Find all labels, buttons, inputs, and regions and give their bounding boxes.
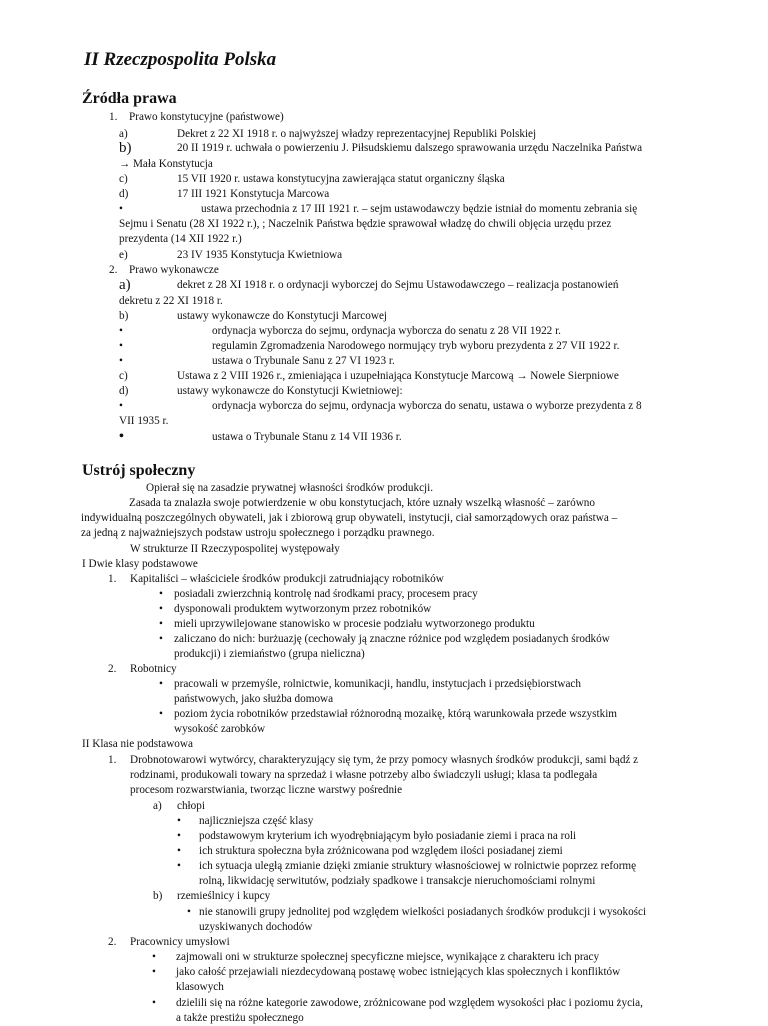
text-line: podstawowym kryterium ich wyodrębniającym było posiadanie ziemi i praca na roli [199,830,577,842]
text-line: 17 III 1921 Konstytucja Marcowa [177,188,330,200]
text-line: poziom życia robotników przedstawiał różnorodną mozaikę, którą warunkowała przede wszystkim [174,708,617,720]
text-line: 20 II 1919 r. uchwała o powierzeniu J. Piłsudskiemu dalszego sprawowania urzędu Naczelnika Państwa [177,142,643,154]
text-line: I Dwie klasy podstawowe [82,558,198,570]
text-line: a także prestiżu społecznego [176,1012,304,1024]
text-line: ustawy wykonawcze do Konstytucji Kwietniowej: [177,385,403,397]
text-line: Prawo wykonawcze [129,264,219,276]
text-line: dekretu z 22 XI 1918 r. [119,295,223,307]
text-line: zaliczano do nich: burżuazję (cechowały ją znaczne różnice pod względem posiadanych środków [174,633,610,645]
text-line: za jedną z najważniejszych podstaw ustroju społecznego i porządku prawnego. [81,527,435,539]
bullet-marker: • [159,618,163,630]
list-marker: 1. [108,573,117,585]
bullet-marker: • [187,906,191,918]
text-line: zajmowali oni w strukturze społecznej specyficzne miejsce, wynikające z charakteru ich pracy [176,951,600,963]
text-line: Pracownicy umysłowi [130,936,230,948]
text-line: II Klasa nie podstawowa [82,738,193,750]
bullet-marker: • [159,588,163,600]
list-marker: 1. [109,111,118,123]
text-line: uzyskiwanych dochodów [199,921,313,933]
list-marker: b) [153,890,163,902]
bullet-marker: • [177,860,181,872]
text-line: klasowych [176,981,224,993]
list-marker: 1. [108,754,117,766]
text-line: rzemieślnicy i kupcy [177,890,271,902]
document-title: II Rzeczpospolita Polska [84,49,277,70]
bullet-marker: • [152,966,156,978]
text-line: ich sytuacja uległą zmianie dzięki zmianie struktury własnościowej w rolnictwie poprzez reformę [199,860,637,872]
text-line: Zasada ta znalazła swoje potwierdzenie w obu konstytucjach, które uznały wszelką własność – zarówno [129,497,595,509]
list-marker: 2. [109,264,118,276]
bullet-marker: • [119,340,123,352]
bullet-marker: • [159,678,163,690]
text-line: mieli uprzywilejowane stanowisko w procesie podziału wytworzonego produktu [174,618,535,630]
bullet-marker: • [119,400,123,412]
text-line: rolną, likwidację serwitutów, podziały spadkowe i transakcje nieruchomościami rolnymi [199,875,596,887]
bullet-marker: • [159,603,163,615]
section-heading: Źródła prawa [82,90,177,107]
text-line: dzielili się na różne kategorie zawodowe, zróżnicowane pod względem wysokości płac i poziomu życia, [176,997,643,1009]
text-line: Dekret z 22 XI 1918 r. o najwyższej władzy reprezentacyjnej Republiki Polskiej [177,128,537,140]
list-marker: d) [119,385,129,397]
bullet-marker: • [119,429,124,444]
text-line: procesom rozwarstwiania, tworząc liczne warstwy pośrednie [130,784,403,796]
text-line: ordynacja wyborcza do sejmu, ordynacja wyborcza do senatu z 28 VII 1922 r. [212,325,561,337]
text-line: indywidualną poszczególnych obywateli, jak i zbiorową grup obywateli, instytucji, ciał samorządowych oraz państwa – [81,512,618,524]
list-marker: d) [119,188,129,200]
list-marker: 2. [108,936,117,948]
text-line: Drobnotowarowi wytwórcy, charakteryzujący się tym, że przy pomocy własnych środków produkcji, sami bądź z [130,754,639,766]
text-line: Sejmu i Senatu (28 XI 1922 r.), ; Naczelnik Państwa będzie sprawował władzę do chwili objęcia urzędu przez [119,218,612,230]
bullet-marker: • [152,951,156,963]
text-line: VII 1935 r. [119,415,169,427]
text-line: Kapitaliści – właściciele środków produkcji zatrudniający robotników [130,573,444,585]
list-marker: c) [119,173,128,185]
bullet-marker: • [177,815,181,827]
text-line: posiadali zwierzchnią kontrolę nad środkami pracy, procesem pracy [174,588,478,600]
text-line: dekret z 28 XI 1918 r. o ordynacji wyborczej do Sejmu Ustawodawczego – realizacja postanowień [177,279,619,291]
text-line: państwowych, jako służba domowa [174,693,334,705]
text-line: prezydenta (14 XII 1922 r.) [119,233,242,245]
list-marker: b) [119,310,129,322]
text-line: regulamin Zgromadzenia Narodowego normujący tryb wyboru prezydenta z 27 VII 1922 r. [212,340,620,352]
bullet-marker: • [159,633,163,645]
list-marker: e) [119,249,128,261]
text-line: wysokość zarobków [174,723,266,735]
bullet-marker: • [119,325,123,337]
list-marker: a) [153,800,162,812]
text-line: dysponowali produktem wytworzonym przez robotników [174,603,432,615]
list-marker: a) [119,128,128,140]
text-line: 23 IV 1935 Konstytucja Kwietniowa [177,249,343,261]
text-line: najliczniejsza część klasy [199,815,314,827]
bullet-marker: • [177,845,181,857]
text-line: ustawy wykonawcze do Konstytucji Marcowej [177,310,388,322]
text-line: jako całość przejawiali niezdecydowaną postawę wobec istniejących klas społecznych i konfliktów [176,966,621,978]
text-line: 15 VII 1920 r. ustawa konstytucyjna zawierająca statut organiczny śląska [177,173,505,185]
text-line: ustawa o Trybunale Sanu z 27 VI 1923 r. [212,355,395,367]
text-line: ustawa o Trybunale Stanu z 14 VII 1936 r. [212,431,402,443]
text-line: ordynacja wyborcza do sejmu, ordynacja wyborcza do senatu, ustawa o wyborze prezydenta z 8 [212,400,642,412]
text-line: produkcji) i ziemiaństwo (grupa nieliczna) [174,648,365,660]
text-line: nie stanowili grupy jednolitej pod względem wielkości posiadanych środków produkcji i wysokości [199,906,647,918]
text-line: chłopi [177,800,205,812]
list-marker: 2. [108,663,117,675]
list-marker: c) [119,370,128,382]
text-line: ustawa przechodnia z 17 III 1921 r. – sejm ustawodawczy będzie istniał do momentu zebrania się [201,203,638,215]
text-line: Ustawa z 2 VIII 1926 r., zmieniająca i uzupełniająca Konstytucje Marcową → Nowele Sierpniowe [177,370,619,382]
bullet-marker: • [119,203,123,215]
text-line: rodzinami, produkowali towary na sprzedaż i własne potrzeby albo świadczyli usługi; klasa ta podlegała [130,769,598,781]
list-marker: b) [119,140,132,156]
text-line: ich struktura społeczna była zróżnicowana pod względem ilości posiadanej ziemi [199,845,563,857]
list-marker: a) [119,277,131,293]
text-line: Opierał się na zasadzie prywatnej własności środków produkcji. [146,482,434,494]
text-line: Prawo konstytucyjne (państwowe) [129,111,284,123]
text-line: → Mała Konstytucja [119,158,213,170]
text-line: Robotnicy [130,663,177,675]
bullet-marker: • [159,708,163,720]
section-heading: Ustrój społeczny [82,462,196,479]
text-line: W strukturze II Rzeczypospolitej występowały [130,543,340,555]
bullet-marker: • [119,355,123,367]
text-line: pracowali w przemyśle, rolnictwie, komunikacji, handlu, instytucjach i przedsiębiorstwach [174,678,581,690]
bullet-marker: • [152,997,156,1009]
bullet-marker: • [177,830,181,842]
